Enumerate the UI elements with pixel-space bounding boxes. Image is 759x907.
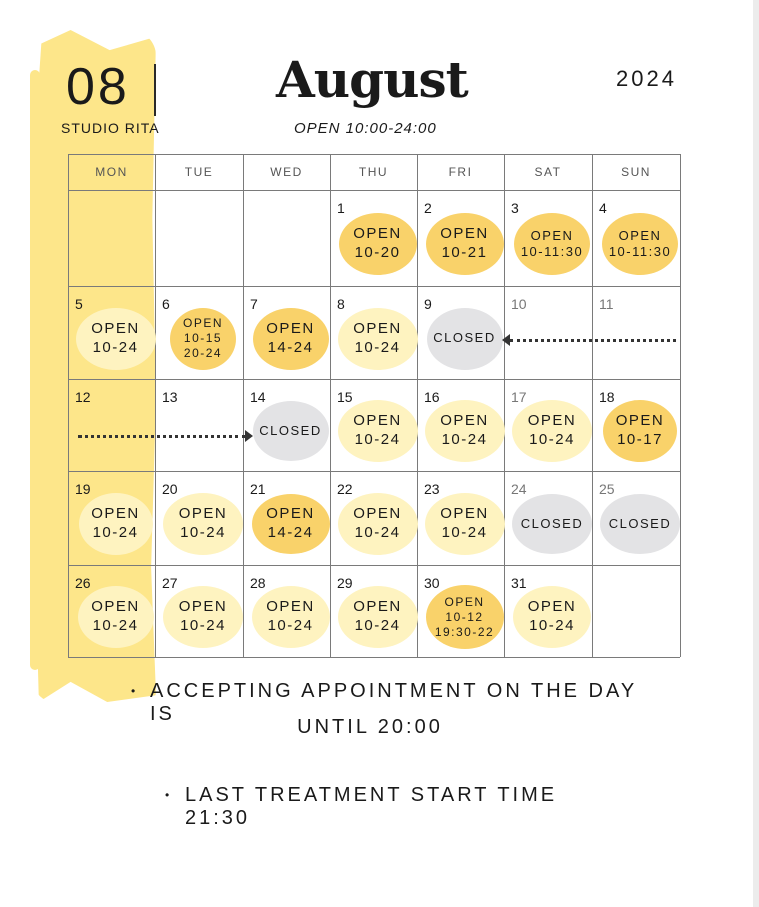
day-number: 25 bbox=[599, 481, 615, 497]
day-number: 18 bbox=[599, 389, 615, 405]
studio-name: STUDIO RITA bbox=[61, 120, 160, 136]
day-number: 7 bbox=[250, 296, 258, 312]
badge-status: CLOSED bbox=[520, 515, 584, 531]
day-number: 11 bbox=[599, 296, 614, 312]
month-divider bbox=[154, 64, 156, 116]
badge-status: OPEN bbox=[266, 598, 315, 616]
day-number: 30 bbox=[424, 575, 440, 591]
day-cell bbox=[243, 286, 330, 379]
month-number: 08 bbox=[66, 58, 130, 116]
day-cell bbox=[504, 379, 592, 471]
weekday-header-3: THU bbox=[358, 165, 389, 179]
day-number: 28 bbox=[250, 575, 266, 591]
badge-status: OPEN bbox=[353, 319, 402, 337]
badge-status: OPEN bbox=[353, 505, 402, 523]
badge-status: OPEN bbox=[444, 594, 485, 609]
badge-hours: 10-24 bbox=[441, 524, 488, 541]
badge-hours: 10-24 bbox=[92, 338, 139, 356]
day-number: 12 bbox=[75, 389, 91, 405]
badge-hours: 10-24 bbox=[92, 617, 139, 634]
badge-status: OPEN bbox=[527, 412, 577, 430]
open-hours-badge bbox=[603, 400, 677, 462]
day-number: 6 bbox=[162, 296, 170, 312]
badge-status: CLOSED bbox=[259, 422, 322, 438]
open-hours-badge bbox=[338, 308, 418, 370]
badge-hours: 10-15 bbox=[183, 331, 223, 345]
weekday-header-6: SUN bbox=[621, 165, 651, 179]
badge-hours: 10-24 bbox=[180, 524, 226, 541]
day-number: 27 bbox=[162, 575, 178, 591]
note-appointment-line2: UNTIL 20:00 bbox=[297, 716, 443, 738]
badge-status: OPEN bbox=[440, 505, 489, 523]
open-hours-badge bbox=[76, 308, 156, 370]
day-number: 23 bbox=[424, 481, 440, 497]
day-cell bbox=[504, 471, 592, 565]
badge-status: OPEN bbox=[91, 319, 140, 337]
badge-hours: 19:30-22 bbox=[434, 624, 495, 639]
day-cell bbox=[330, 565, 417, 657]
badge-hours: 10-24 bbox=[529, 617, 575, 634]
weekday-header-5: SAT bbox=[534, 165, 562, 179]
day-cell bbox=[68, 379, 155, 471]
note-last-treatment: LAST TREATMENT START TIME 21:30 bbox=[185, 784, 558, 829]
open-hours-badge bbox=[514, 213, 590, 275]
day-number: 20 bbox=[162, 481, 178, 497]
open-hours-badge bbox=[338, 493, 418, 555]
open-hours-badge bbox=[426, 213, 504, 275]
day-cell bbox=[592, 190, 680, 286]
day-number: 24 bbox=[511, 481, 527, 497]
day-cell bbox=[68, 286, 155, 379]
badge-status: OPEN bbox=[91, 598, 140, 616]
bullet-2: • bbox=[165, 788, 170, 802]
open-hours-badge bbox=[78, 586, 154, 648]
day-number: 15 bbox=[337, 389, 353, 405]
day-number: 16 bbox=[424, 389, 440, 405]
day-cell bbox=[330, 286, 417, 379]
calendar-grid bbox=[68, 154, 680, 657]
badge-status: OPEN bbox=[527, 598, 577, 616]
day-number: 9 bbox=[424, 296, 432, 312]
day-cell bbox=[243, 379, 330, 471]
open-hours-badge bbox=[253, 308, 329, 370]
day-cell bbox=[243, 471, 330, 565]
badge-hours: 10-11:30 bbox=[608, 244, 672, 259]
badge-hours: 10-24 bbox=[354, 524, 401, 541]
badge-status: OPEN bbox=[615, 412, 665, 430]
badge-hours: 10-24 bbox=[267, 617, 314, 634]
day-cell bbox=[155, 565, 243, 657]
badge-status: OPEN bbox=[440, 225, 489, 243]
day-number: 29 bbox=[337, 575, 353, 591]
badge-hours: 10-12 bbox=[445, 609, 484, 624]
dotted-arrow-line bbox=[78, 435, 246, 438]
day-number: 4 bbox=[599, 200, 607, 216]
badge-status: CLOSED bbox=[433, 330, 496, 346]
badge-status: OPEN bbox=[353, 598, 402, 616]
day-cell bbox=[592, 471, 680, 565]
grid-hline bbox=[68, 657, 680, 658]
dotted-arrow-line bbox=[510, 339, 676, 342]
badge-status: OPEN bbox=[266, 505, 315, 523]
open-hours-badge bbox=[339, 213, 417, 275]
closed-badge bbox=[253, 401, 329, 461]
open-hours-badge bbox=[425, 493, 505, 555]
badge-status: OPEN bbox=[530, 227, 574, 243]
badge-hours: 10-21 bbox=[441, 244, 488, 261]
closed-badge bbox=[427, 308, 503, 370]
month-title: August bbox=[276, 50, 468, 109]
closed-badge bbox=[512, 494, 592, 554]
bullet-1: • bbox=[131, 684, 136, 698]
day-number: 10 bbox=[511, 296, 527, 312]
open-hours-badge bbox=[338, 586, 418, 648]
badge-status: CLOSED bbox=[608, 515, 672, 531]
badge-status: OPEN bbox=[91, 505, 140, 523]
day-number: 5 bbox=[75, 296, 83, 312]
weekday-header-1: TUE bbox=[184, 165, 214, 179]
day-cell bbox=[243, 565, 330, 657]
day-cell bbox=[68, 471, 155, 565]
open-hours-badge bbox=[163, 586, 243, 648]
badge-hours: 14-24 bbox=[267, 338, 314, 356]
day-number: 21 bbox=[250, 481, 266, 497]
badge-hours: 10-24 bbox=[354, 338, 401, 356]
day-number: 26 bbox=[75, 575, 91, 591]
badge-status: OPEN bbox=[182, 316, 223, 330]
open-hours-badge bbox=[512, 400, 592, 462]
open-hours-badge bbox=[602, 213, 678, 275]
arrow-right-icon bbox=[245, 430, 253, 442]
day-number: 17 bbox=[511, 389, 527, 405]
arrow-left-icon bbox=[502, 334, 510, 346]
open-hours-badge bbox=[252, 494, 330, 554]
day-cell bbox=[330, 471, 417, 565]
day-cell bbox=[417, 286, 504, 379]
day-cell bbox=[592, 379, 680, 471]
day-cell bbox=[417, 190, 504, 286]
badge-status: OPEN bbox=[266, 319, 315, 337]
weekday-header-4: FRI bbox=[448, 165, 473, 179]
day-cell bbox=[504, 190, 592, 286]
day-cell bbox=[330, 379, 417, 471]
day-cell bbox=[592, 286, 680, 379]
badge-hours: 10-24 bbox=[354, 431, 401, 448]
badge-hours: 10-24 bbox=[354, 617, 401, 634]
badge-hours: 20-24 bbox=[183, 346, 223, 360]
open-hours-badge bbox=[513, 586, 591, 648]
badge-hours: 10-24 bbox=[441, 431, 488, 448]
day-number: 13 bbox=[162, 389, 178, 405]
badge-status: OPEN bbox=[618, 227, 662, 243]
badge-status: OPEN bbox=[440, 412, 489, 430]
day-number: 3 bbox=[511, 200, 519, 216]
day-cell bbox=[155, 379, 243, 471]
badge-hours: 10-17 bbox=[617, 431, 663, 448]
day-cell bbox=[330, 190, 417, 286]
day-cell bbox=[155, 471, 243, 565]
open-hours-badge bbox=[163, 493, 243, 555]
opening-hours: OPEN 10:00-24:00 bbox=[294, 120, 437, 137]
day-cell bbox=[155, 286, 243, 379]
day-cell bbox=[417, 565, 504, 657]
open-hours-badge bbox=[425, 400, 505, 462]
day-cell bbox=[504, 286, 592, 379]
day-cell bbox=[417, 379, 504, 471]
year: 2024 bbox=[616, 66, 677, 91]
day-cell bbox=[417, 471, 504, 565]
badge-status: OPEN bbox=[178, 598, 228, 616]
day-number: 1 bbox=[337, 200, 345, 216]
closed-badge bbox=[600, 494, 680, 554]
open-hours-badge bbox=[338, 400, 418, 462]
day-number: 2 bbox=[424, 200, 432, 216]
note-appointment-line1: ACCEPTING APPOINTMENT ON THE DAY IS bbox=[150, 680, 637, 725]
day-number: 31 bbox=[511, 575, 527, 591]
badge-hours: 10-11:30 bbox=[520, 244, 584, 259]
badge-status: OPEN bbox=[353, 225, 402, 243]
page-edge bbox=[753, 0, 759, 907]
open-hours-badge bbox=[252, 586, 330, 648]
badge-hours: 10-24 bbox=[529, 431, 575, 448]
day-number: 14 bbox=[250, 389, 266, 405]
weekday-header-2: WED bbox=[270, 165, 303, 179]
day-cell bbox=[68, 565, 155, 657]
open-hours-badge bbox=[79, 493, 153, 555]
yellow-brush-edge bbox=[30, 70, 40, 670]
weekday-header-0: MON bbox=[95, 165, 128, 179]
badge-hours: 14-24 bbox=[267, 524, 314, 541]
day-number: 8 bbox=[337, 296, 345, 312]
badge-hours: 10-24 bbox=[180, 617, 226, 634]
open-hours-badge bbox=[170, 308, 236, 370]
grid-vline bbox=[680, 154, 681, 657]
day-number: 22 bbox=[337, 481, 353, 497]
day-number: 19 bbox=[75, 481, 91, 497]
open-hours-badge bbox=[426, 585, 504, 649]
badge-hours: 10-24 bbox=[92, 524, 139, 541]
day-cell bbox=[504, 565, 592, 657]
badge-hours: 10-20 bbox=[354, 244, 401, 261]
badge-status: OPEN bbox=[353, 412, 402, 430]
badge-status: OPEN bbox=[178, 505, 228, 523]
